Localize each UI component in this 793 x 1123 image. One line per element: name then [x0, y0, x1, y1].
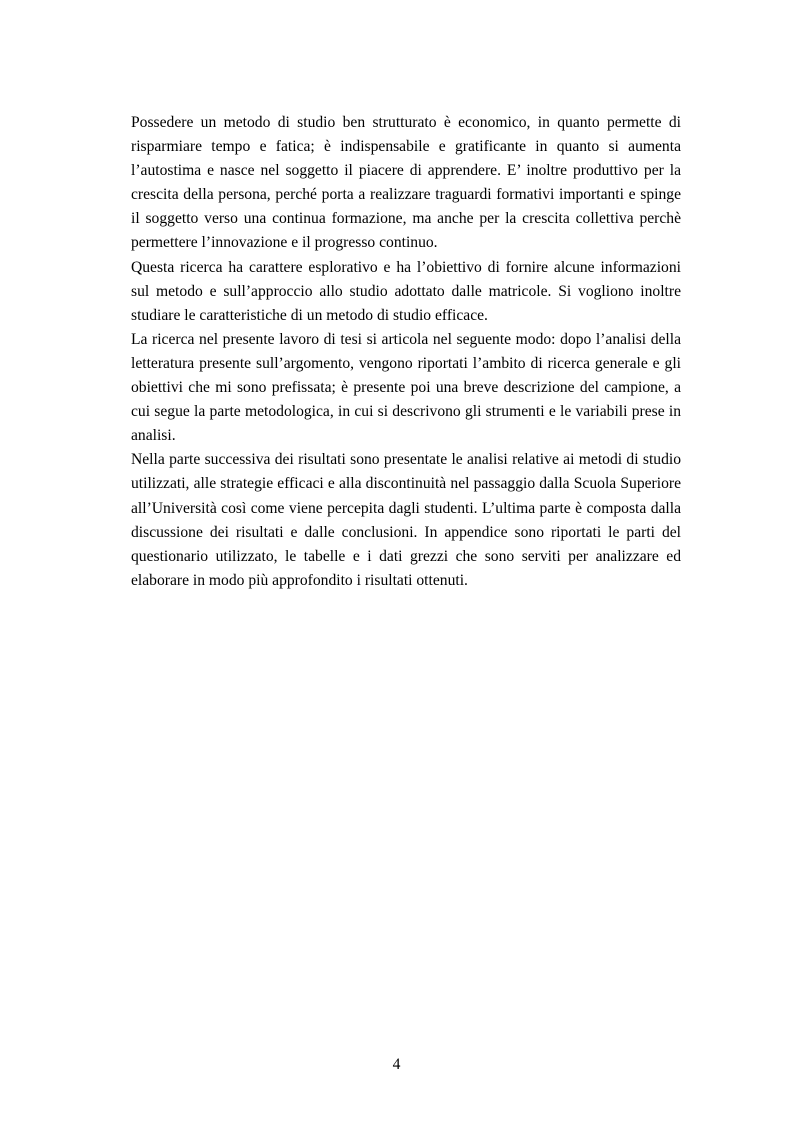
- page-body: [131, 111, 681, 593]
- page-number: 4: [392, 1056, 401, 1073]
- paragraph-thesis-structure: La ricerca nel presente lavoro di tesi si articola nel seguente modo: dopo l’analisi della letteratura presente sull’argomento, vengono riportati l’ambito di ricerca generale e gli obiettivi che mi sono prefissata; è presente poi una breve descrizione del campione, a cui segue la parte metodologica, in cui si descrivono gli strumenti e le variabili prese in analisi.: [131, 330, 681, 445]
- paragraph-results-overview: Nella parte successiva dei risultati sono presentate le analisi relative ai metodi di studio utilizzati, alle strategie efficaci e alla discontinuità nel passaggio dalla Scuola Superiore all’Università così come viene percepita dagli studenti. L’ultima parte è composta dalla discussione dei risultati e dalle conclusioni. In appendice sono riportati le parti del questionario utilizzato, le tabelle e i dati grezzi che sono serviti per analizzare ed elaborare in modo più approfondito i risultati ottenuti.: [131, 451, 681, 589]
- paragraph-study-method-benefits: Possedere un metodo di studio ben strutturato è economico, in quanto permette di risparmiare tempo e fatica; è indispensabile e gratificante in quanto si aumenta l’autostima e nasce nel soggetto il piacere di apprendere. E’ inoltre produttivo per la crescita della persona, perché porta a realizzare traguardi formativi importanti e spinge il soggetto verso una continua formazione, ma anche per la crescita collettiva perchè permettere l’innovazione e il progresso continuo.: [131, 114, 681, 252]
- paragraph-research-purpose: Questa ricerca ha carattere esplorativo e ha l’obiettivo di fornire alcune informazioni sul metodo e sull’approccio allo studio adottato dalle matricole. Si vogliono inoltre studiare le caratteristiche di un metodo di studio efficace.: [131, 258, 681, 324]
